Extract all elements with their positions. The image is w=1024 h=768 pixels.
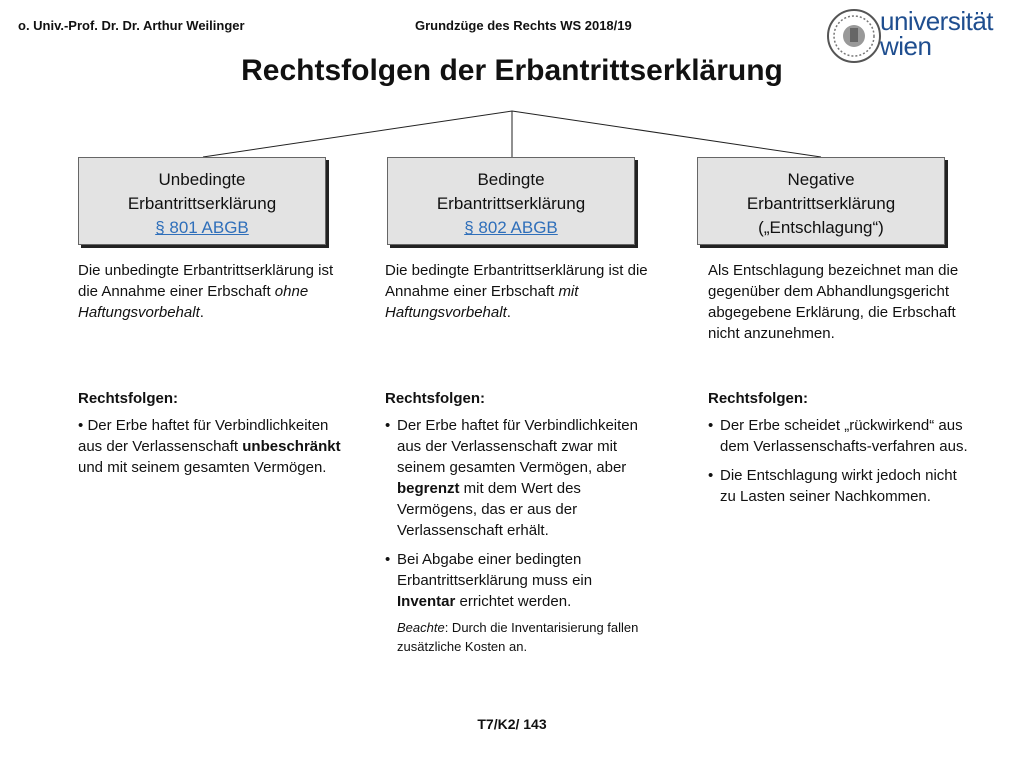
connector-right: [512, 111, 821, 157]
list-item: • Die Entschlagung wirkt jedoch nicht zu Lasten seiner Nachkommen.: [708, 467, 957, 505]
description: Die bedingte Erbantrittserklärung ist die Annahme einer Erbschaft mit Haftungsvorbehalt.: [385, 262, 648, 321]
note: Beachte: Durch die Inventarisierung fallen zusätzliche Kosten an.: [397, 620, 639, 654]
connector-left: [203, 111, 512, 157]
description: Als Entschlagung bezeichnet man die gegenüber dem Abhandlungsgericht abgegebene Erklärung, die Erbschaft nicht anzunehmen.: [708, 262, 959, 342]
column-bedingte: [385, 260, 650, 656]
link-801-abgb[interactable]: § 801 ABGB: [155, 218, 249, 237]
list-item: • Der Erbe haftet für Verbindlichkeiten aus der Verlassenschaft zwar mit seinem gesamten Vermögen, aber begrenzt mit dem Wert des Vermögens, das er aus der Verlassenschaft erhält.: [385, 417, 638, 539]
link-802-abgb[interactable]: § 802 ABGB: [464, 218, 558, 237]
page-number: T7/K2/ 143: [477, 716, 547, 732]
rechtsfolgen-heading: Rechtsfolgen:: [78, 390, 179, 407]
description: Die unbedingte Erbantrittserklärung ist die Annahme einer Erbschaft ohne Haftungsvorbehalt.: [78, 262, 334, 321]
rechtsfolgen-heading: Rechtsfolgen:: [385, 390, 486, 407]
rechtsfolgen-heading: Rechtsfolgen:: [708, 390, 809, 407]
column-negative: [708, 260, 973, 515]
box-bedingte: Bedingte Erbantrittserklärung § 802 ABGB: [387, 157, 635, 245]
list-item: • Der Erbe scheidet „rückwirkend“ aus dem Verlassenschafts-verfahren aus.: [708, 417, 968, 455]
list-item: • Der Erbe haftet für Verbindlichkeiten aus der Verlassenschaft unbeschränkt und mit seinem gesamten Vermögen.: [78, 417, 341, 476]
column-unbedingte: [78, 260, 348, 486]
page-title: Rechtsfolgen der Erbantrittserklärung: [241, 54, 783, 87]
university-logo-text: universität wien: [880, 6, 993, 61]
header-author: o. Univ.-Prof. Dr. Dr. Arthur Weilinger: [18, 18, 245, 33]
box-unbedingte: Unbedingte Erbantrittserklärung § 801 ABGB: [78, 157, 326, 245]
list-item: • Bei Abgabe einer bedingten Erbantrittserklärung muss ein Inventar errichtet werden.: [385, 551, 593, 610]
box-negative: Negative Erbantrittserklärung („Entschlagung“): [697, 157, 945, 245]
header-course: Grundzüge des Rechts WS 2018/19: [415, 18, 632, 33]
